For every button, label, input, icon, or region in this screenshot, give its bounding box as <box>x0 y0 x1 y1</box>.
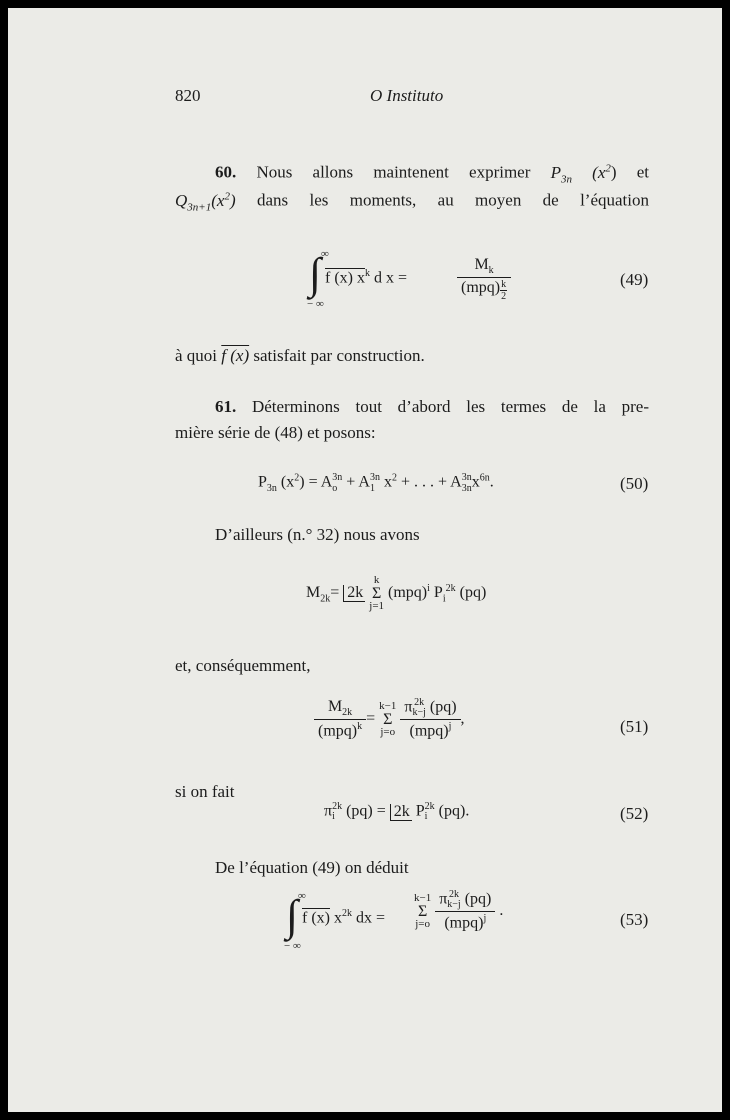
integral-sign: ∫ <box>286 891 299 940</box>
integral-lower-limit: − ∞ <box>284 940 301 952</box>
deduit-line: De l’équation (49) on déduit <box>215 858 409 877</box>
equation-number-49: (49) <box>620 270 649 289</box>
running-title: O Instituto <box>370 86 444 105</box>
page-number: 820 <box>175 86 201 105</box>
equation-m2k: $M_{2k}= 2k$ k Σ j=1 (mpq)$^i$ $P_i^{2k}$ (pq) <box>306 574 487 612</box>
section-60-line-1: 60. Nous allons maintenent exprimer $P_{3n}$ $(x^2)$ et <box>215 162 649 186</box>
integral-lower-limit: − ∞ <box>307 298 324 310</box>
dailleurs-line: D’ailleurs (n.° 32) nous avons <box>215 525 420 544</box>
section-60-after-eq: à quoi f (x) satisfait par construction. <box>175 346 425 365</box>
integral-upper-limit: ∞ <box>298 890 306 902</box>
equation-50: $P_{3n}$ $(x^2) = A$ 3n o + A 3n 1 $x^2$ + . . . + A 3n 3n $x^{6n}$. <box>258 472 494 494</box>
equation-49: ∞ ∫ − ∞ f (x) $x^k$ d x = $M_k$ (mpq) $\frac{k}{2}$ <box>303 248 543 318</box>
equation-number-52: (52) <box>620 804 649 823</box>
journal-page <box>8 8 722 1112</box>
equation-number-51: (51) <box>620 717 649 736</box>
si-on-fait-line: si on fait <box>175 782 235 801</box>
section-61-line-1: 61. Déterminons tout d’abord les termes de la pre- <box>215 397 649 416</box>
equation-number-50: (50) <box>620 474 649 493</box>
integral-upper-limit: ∞ <box>321 248 329 260</box>
integral-sign: ∫ <box>309 249 322 298</box>
section-60-line-2: $Q_{3n+1}(x^2)$ dans les moments, au moyen de l’équation <box>175 190 649 214</box>
section-61-line-2: mière série de (48) et posons: <box>175 423 376 442</box>
equation-53: ∞ ∫ − ∞ f (x) $x^{2k}$ dx = k−1 Σ j=o π 2k k−j (pq) (mpq)$^j$ . <box>284 889 504 952</box>
consequently-line: et, conséquemment, <box>175 656 311 675</box>
section-number: 61. <box>215 397 237 416</box>
equation-number-53: (53) <box>620 910 649 929</box>
equation-51: $\frac{M_{2k}}{(mpq)^k}$ = k−1 Σ j=o π 2k k−j (pq) (mpq)$^j$ , <box>314 698 465 741</box>
section-number: 60. <box>215 162 237 182</box>
equation-52: π 2k i (pq) = 2k P 2k i (pq). <box>324 801 470 822</box>
